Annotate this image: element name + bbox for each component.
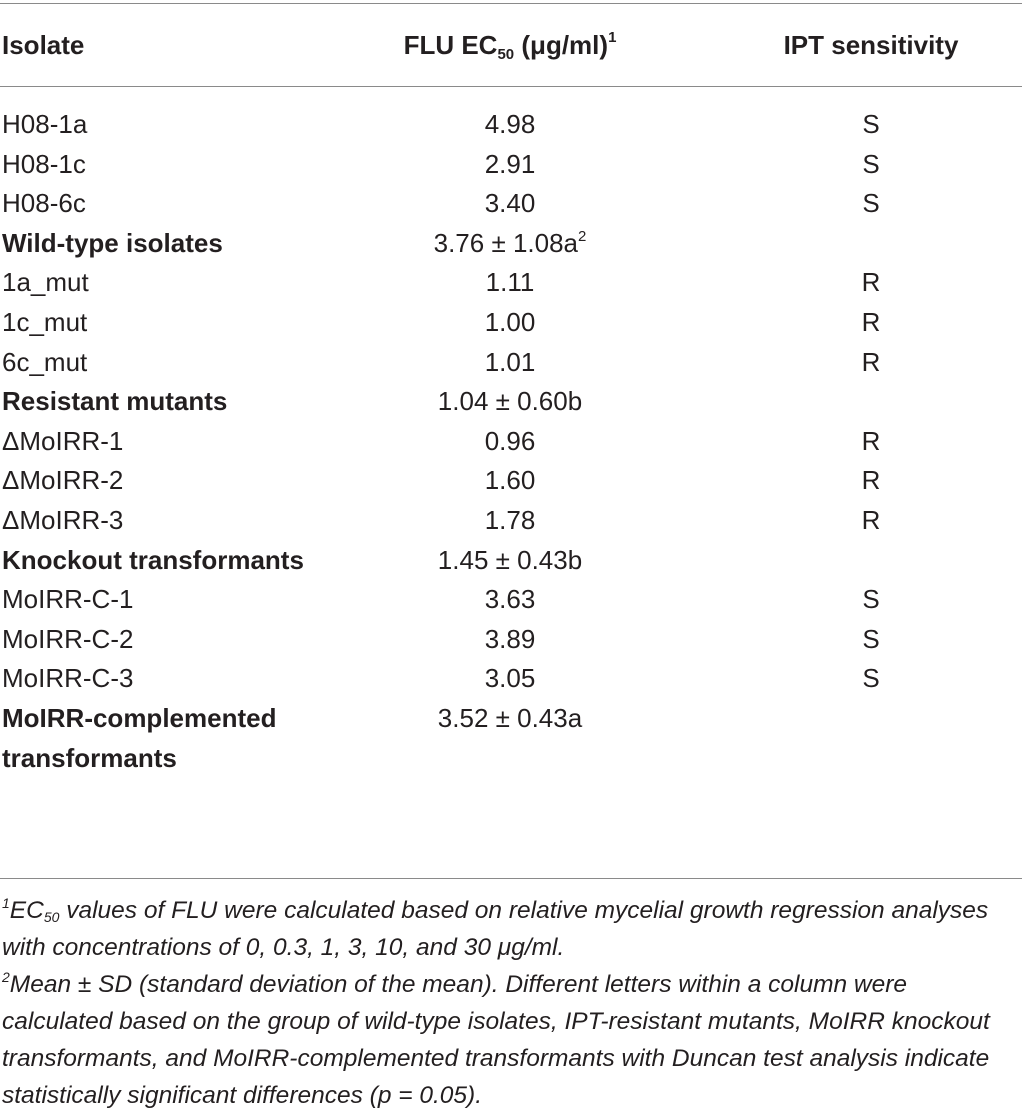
ipt-cell (680, 382, 1022, 422)
isolate-name: ΔMoIRR-1 (2, 425, 124, 456)
ec50-cell (340, 145, 680, 185)
ec50-cell (340, 422, 680, 462)
footnote-2-marker: 2 (2, 969, 10, 985)
ec50-value: 3.40 (484, 188, 536, 219)
ec50-cell (340, 382, 680, 422)
group-label-cell (0, 541, 340, 581)
ec50-cell (340, 343, 680, 383)
isolate-name: ΔMoIRR-3 (2, 504, 124, 535)
group-label-cell (0, 699, 340, 778)
ec50-value: 3.76 ± 1.08a (433, 227, 579, 258)
ipt-cell: R (861, 346, 881, 377)
ec50-value: 1.45 ± 0.43b (437, 544, 583, 575)
isolate-cell (0, 145, 340, 185)
ec50-cell (340, 86, 680, 145)
ipt-cell (680, 541, 1022, 581)
ec50-cell (340, 303, 680, 343)
ec50-cell (340, 699, 680, 778)
ipt-cell: R (861, 504, 881, 535)
footnote-1 (0, 892, 1020, 966)
table-group-row (0, 382, 1022, 422)
ec50-value: 0.96 (484, 425, 536, 456)
ec50-cell (340, 461, 680, 501)
ec50-value: 1.04 ± 0.60b (437, 386, 583, 417)
ipt-cell: R (861, 267, 881, 298)
ec50-value: 4.98 (484, 109, 536, 139)
table-row (0, 422, 1022, 462)
ipt-cell: S (862, 623, 880, 654)
table-row (0, 461, 1022, 501)
table-row (0, 659, 1022, 699)
table-row (0, 303, 1022, 343)
table-row (0, 580, 1022, 620)
isolate-cell (0, 422, 340, 462)
group-label: Wild-type isolates (2, 227, 223, 258)
table-row (0, 145, 1022, 185)
isolate-cell (0, 659, 340, 699)
ipt-cell: R (861, 425, 881, 456)
ec50-cell (340, 184, 680, 224)
isolate-name: MoIRR-C-2 (2, 623, 134, 654)
ec50-value: 3.63 (484, 584, 536, 615)
isolate-name: H08-1c (2, 148, 86, 179)
ipt-cell (680, 699, 1022, 778)
ipt-cell: R (861, 465, 881, 496)
header-ec50-sub: 50 (497, 46, 515, 63)
ec50-cell (340, 541, 680, 581)
isolate-cell (0, 461, 340, 501)
isolate-cell (0, 86, 340, 145)
ipt-cell (680, 224, 1022, 264)
ipt-cell: S (862, 148, 880, 179)
ec50-cell (340, 620, 680, 660)
header-ec50-prefix: FLU EC (403, 30, 498, 60)
header-ec50-suffix: (μg/ml) (514, 30, 609, 60)
table-group-row (0, 699, 1022, 778)
isolate-name: ΔMoIRR-2 (2, 465, 124, 496)
ec50-cell (340, 659, 680, 699)
header-row (0, 4, 1022, 86)
group-label-cell (0, 224, 340, 264)
ipt-cell: S (862, 188, 880, 219)
header-isolate: Isolate (2, 30, 85, 60)
isolate-cell (0, 343, 340, 383)
ec50-value: 3.05 (484, 663, 536, 694)
ec50-value: 1.60 (484, 465, 536, 496)
header-ec50 (340, 4, 680, 86)
ec50-value: 3.89 (484, 623, 536, 654)
footnote-1-marker: 1 (2, 895, 10, 911)
ec50-value: 3.52 ± 0.43a (437, 702, 583, 733)
table-group-row (0, 541, 1022, 581)
isolate-name: MoIRR-C-1 (2, 584, 134, 615)
isolate-name: 1c_mut (2, 306, 88, 337)
table-row (0, 86, 1022, 145)
footer-rule (0, 878, 1022, 879)
isolate-name: 6c_mut (2, 346, 88, 377)
ec50-value: 1.78 (484, 504, 536, 535)
ec50-cell (340, 501, 680, 541)
isolate-cell (0, 263, 340, 303)
ec50-cell (340, 263, 680, 303)
table-body (0, 86, 1022, 778)
ec50-value: 1.11 (485, 267, 535, 298)
ec50-value: 1.00 (484, 306, 536, 337)
ec50-value: 1.01 (484, 346, 536, 377)
isolate-cell (0, 501, 340, 541)
isolate-cell (0, 303, 340, 343)
isolate-cell (0, 580, 340, 620)
table-row (0, 184, 1022, 224)
footnotes (0, 892, 1020, 1114)
group-label: Resistant mutants (2, 386, 228, 417)
footnote-1-sub: 50 (43, 909, 60, 925)
ipt-cell: R (861, 306, 881, 337)
ipt-cell: S (862, 584, 880, 615)
isolate-name: MoIRR-C-3 (2, 663, 134, 694)
isolate-cell (0, 184, 340, 224)
group-label: Knockout transformants (2, 544, 304, 575)
ipt-cell: S (862, 663, 880, 694)
isolate-name: H08-1a (2, 109, 88, 139)
table-row (0, 343, 1022, 383)
ec50-cell (340, 580, 680, 620)
footnote-1-ec: EC (9, 897, 44, 924)
header-ipt: IPT sensitivity (783, 30, 959, 60)
ec50-value: 2.91 (484, 148, 536, 179)
table-row (0, 263, 1022, 303)
table-row (0, 620, 1022, 660)
table-group-row (0, 224, 1022, 264)
header-ec50-sup: 1 (608, 29, 617, 46)
isolate-name: 1a_mut (2, 267, 89, 298)
data-table (0, 4, 1022, 778)
isolate-cell (0, 620, 340, 660)
group-label-cell (0, 382, 340, 422)
isolate-name: H08-6c (2, 188, 86, 219)
footnote-1-text: values of FLU were calculated based on relative mycelial growth regression analyses with concentrations of 0, 0.3, 1, 3, 10, and 30 μg/ml. (2, 897, 989, 961)
ec50-cell (340, 224, 680, 264)
group-label: MoIRR-complemented transformants (2, 702, 277, 773)
ipt-cell: S (862, 109, 880, 139)
footnote-2 (0, 966, 1020, 1114)
footnote-2-text: Mean ± SD (standard deviation of the mean). Different letters within a column were calculated based on the group of wild-type isolates, IPT-resistant mutants, MoIRR knockout transformants, and MoIRR-complemented transformants with Duncan test analysis indicate statistically significant differences (p = 0.05). (2, 971, 990, 1109)
table-row (0, 501, 1022, 541)
ec50-footnote-marker: 2 (578, 227, 587, 245)
